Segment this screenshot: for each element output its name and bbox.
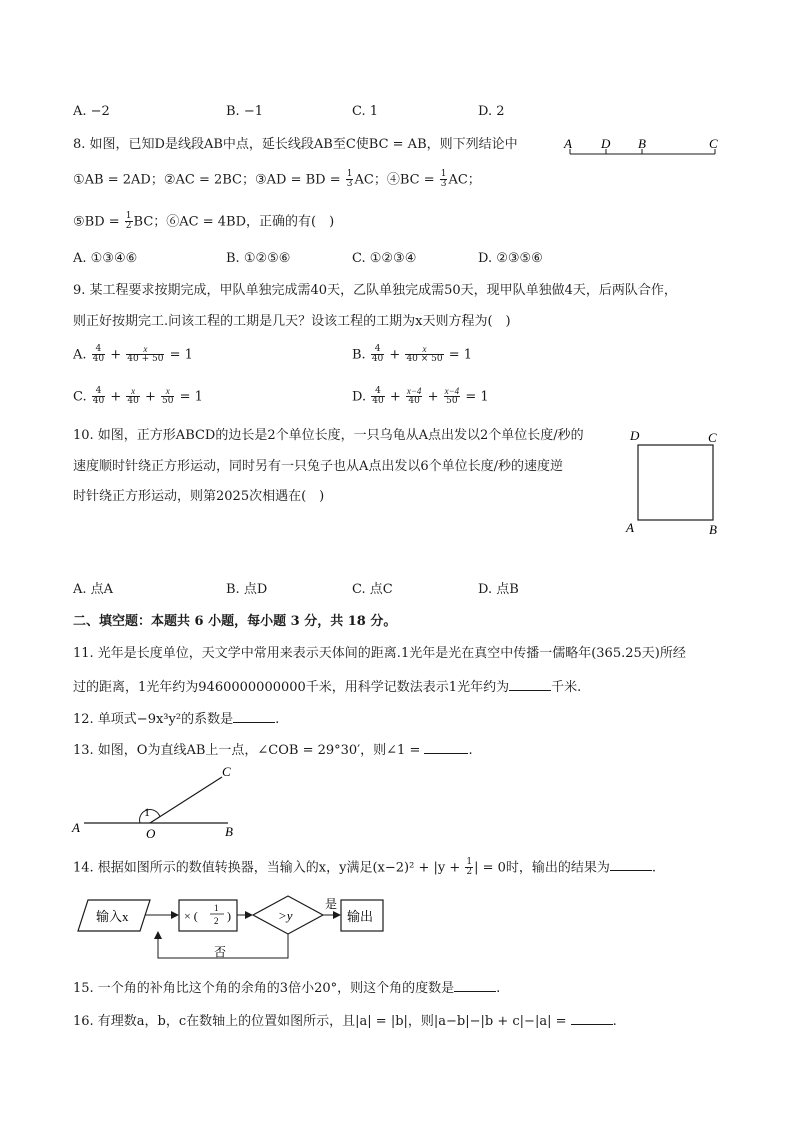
q9-option-b[interactable]: B. $\frac{4}{40}$ + $\frac{x}{40 \times 50}$ = 1 xyxy=(352,344,473,365)
section-2-title: 二、填空题：本题共 6 小题，每小题 3 分，共 18 分。 xyxy=(73,614,397,629)
q8-fraction-2: $\frac{1}{3}$ xyxy=(440,169,447,190)
q13-label-a: A xyxy=(72,820,80,835)
q8-conclusion-text-4: ⑤BD = xyxy=(73,214,124,230)
q8-label-a: A xyxy=(564,136,572,151)
flow-output-label: 输出 xyxy=(347,909,374,924)
q8-option-d[interactable]: D. ②③⑤⑥ xyxy=(478,251,543,266)
question-16: 16. 有理数a，b，c在数轴上的位置如图所示，且|a| = |b|，则|a−b|−|b + c|−|a| = . xyxy=(73,1014,617,1029)
q10-label-c: C xyxy=(708,430,717,445)
q8-fraction-1: $\frac{1}{3}$ xyxy=(346,169,353,190)
q8-conclusion-text-5: BC；⑥AC = 4BD，正确的有( ) xyxy=(133,214,335,230)
q13-angle-figure xyxy=(68,762,248,842)
q14-stem: 14. 根据如图所示的数值转换器，当输入的x，y满足(x−2)² + |y + $\frac{1}{2}$ | = 0时，输出的结果为 . xyxy=(73,857,657,878)
q8-conclusions-line2 xyxy=(73,212,334,232)
q8-segment-figure xyxy=(560,132,725,160)
question-15: 15. 一个角的补角比这个角的余角的3倍小20°，则这个角的度数是 . xyxy=(73,981,501,996)
q10-square-figure xyxy=(622,425,727,540)
flow-no-label: 否 xyxy=(214,945,227,959)
q8-fraction-3: $\frac{1}{2}$ xyxy=(125,211,132,232)
q13-label-c: C xyxy=(222,764,231,779)
q8-conclusions-line1 xyxy=(73,170,481,190)
q8-label-b: B xyxy=(638,136,646,151)
q11-stem-line2: 过的距离，1光年约为9460000000000千米，用科学记数法表示1光年约为 千米. xyxy=(73,680,582,695)
q13-label-b: B xyxy=(225,824,233,839)
q8-label-d: D xyxy=(601,136,611,151)
flow-multiply-frac-d: 2 xyxy=(214,916,219,926)
q10-label-b: B xyxy=(709,522,717,537)
q7-option-c[interactable]: C. 1 xyxy=(352,104,379,119)
q14-flowchart xyxy=(70,890,400,966)
flow-input-label: 输入x xyxy=(96,909,129,924)
q13-angle-1-label: 1 xyxy=(144,805,150,819)
q8-option-b[interactable]: B. ①②⑤⑥ xyxy=(226,251,291,266)
q9-stem-line2: 则正好按期完工.问该工程的工期是几天？设该工程的工期为x天则方程为( ) xyxy=(73,314,511,329)
q13-label-o: O xyxy=(146,826,156,841)
q7-option-b[interactable]: B. −1 xyxy=(226,104,263,119)
q10-stem-line2: 速度顺时针绕正方形运动，同时另有一只兔子也从A点出发以6个单位长度/秒的速度逆 xyxy=(73,459,564,474)
flow-compare-label: >y xyxy=(278,908,293,923)
q7-option-d[interactable]: D. 2 xyxy=(478,104,505,119)
q8-conclusion-text-1: ①AB = 2AD；②AC = 2BC；③AD = BD = xyxy=(73,172,345,188)
q10-option-c[interactable]: C. 点C xyxy=(352,582,393,597)
q8-conclusion-text-2: AC；④BC = xyxy=(354,172,439,188)
q9-option-d[interactable]: D. $\frac{4}{40}$ + $\frac{x-4}{40}$ + $\frac{x-4}{50}$ = 1 xyxy=(352,386,489,407)
question-12: 12. 单项式−9x³y²的系数是 . xyxy=(73,712,280,727)
flow-multiply-frac-n: 1 xyxy=(214,903,219,913)
q10-option-b[interactable]: B. 点D xyxy=(226,582,268,597)
q9-option-c[interactable]: C. $\frac{4}{40}$ + $\frac{x}{40}$ + $\frac{x}{50}$ = 1 xyxy=(73,386,203,407)
q9-option-a[interactable]: A. $\frac{4}{40}$ + $\frac{x}{40 + 50}$ = 1 xyxy=(73,344,193,365)
q16-answer-blank[interactable] xyxy=(571,1012,613,1025)
q8-option-a[interactable]: A. ①③④⑥ xyxy=(73,251,138,266)
q13-answer-blank[interactable] xyxy=(424,741,468,754)
q8-option-c[interactable]: C. ①②③④ xyxy=(352,251,417,266)
q13-stem: 13. 如图，O为直线AB上一点，∠COB = 29°30′，则∠1 = . xyxy=(73,743,473,758)
q10-label-a: A xyxy=(626,520,634,535)
flow-multiply-suffix: ) xyxy=(227,909,231,923)
q14-answer-blank[interactable] xyxy=(610,858,652,871)
q10-option-a[interactable]: A. 点A xyxy=(73,582,114,597)
q8-conclusion-text-3: AC； xyxy=(448,172,481,188)
q7-option-a[interactable]: A. −2 xyxy=(73,104,110,119)
q10-stem-line3: 时针绕正方形运动，则第2025次相遇在( ) xyxy=(73,489,325,504)
q10-stem-line1: 10. 如图，正方形ABCD的边长是2个单位长度，一只乌龟从A点出发以2个单位长度/秒的 xyxy=(73,428,584,443)
q15-answer-blank[interactable] xyxy=(454,979,496,992)
flow-multiply-prefix: × ( xyxy=(184,909,198,923)
q8-stem: 8. 如图，已知D是线段AB中点，延长线段AB至C使BC = AB，则下列结论中 xyxy=(73,137,518,152)
q11-answer-blank[interactable] xyxy=(509,678,551,691)
q8-label-c: C xyxy=(709,136,718,151)
q10-label-d: D xyxy=(630,428,640,443)
q12-answer-blank[interactable] xyxy=(233,710,275,723)
flow-yes-label: 是 xyxy=(325,897,338,911)
q10-option-d[interactable]: D. 点B xyxy=(478,582,519,597)
q9-stem-line1: 9. 某工程要求按期完成，甲队单独完成需40天，乙队单独完成需50天，现甲队单独做4天，后两队合作， xyxy=(73,283,677,298)
q11-stem-line1: 11. 光年是长度单位，天文学中常用来表示天体间的距离.1光年是光在真空中传播一儒略年(365.25天)所经 xyxy=(73,646,686,661)
